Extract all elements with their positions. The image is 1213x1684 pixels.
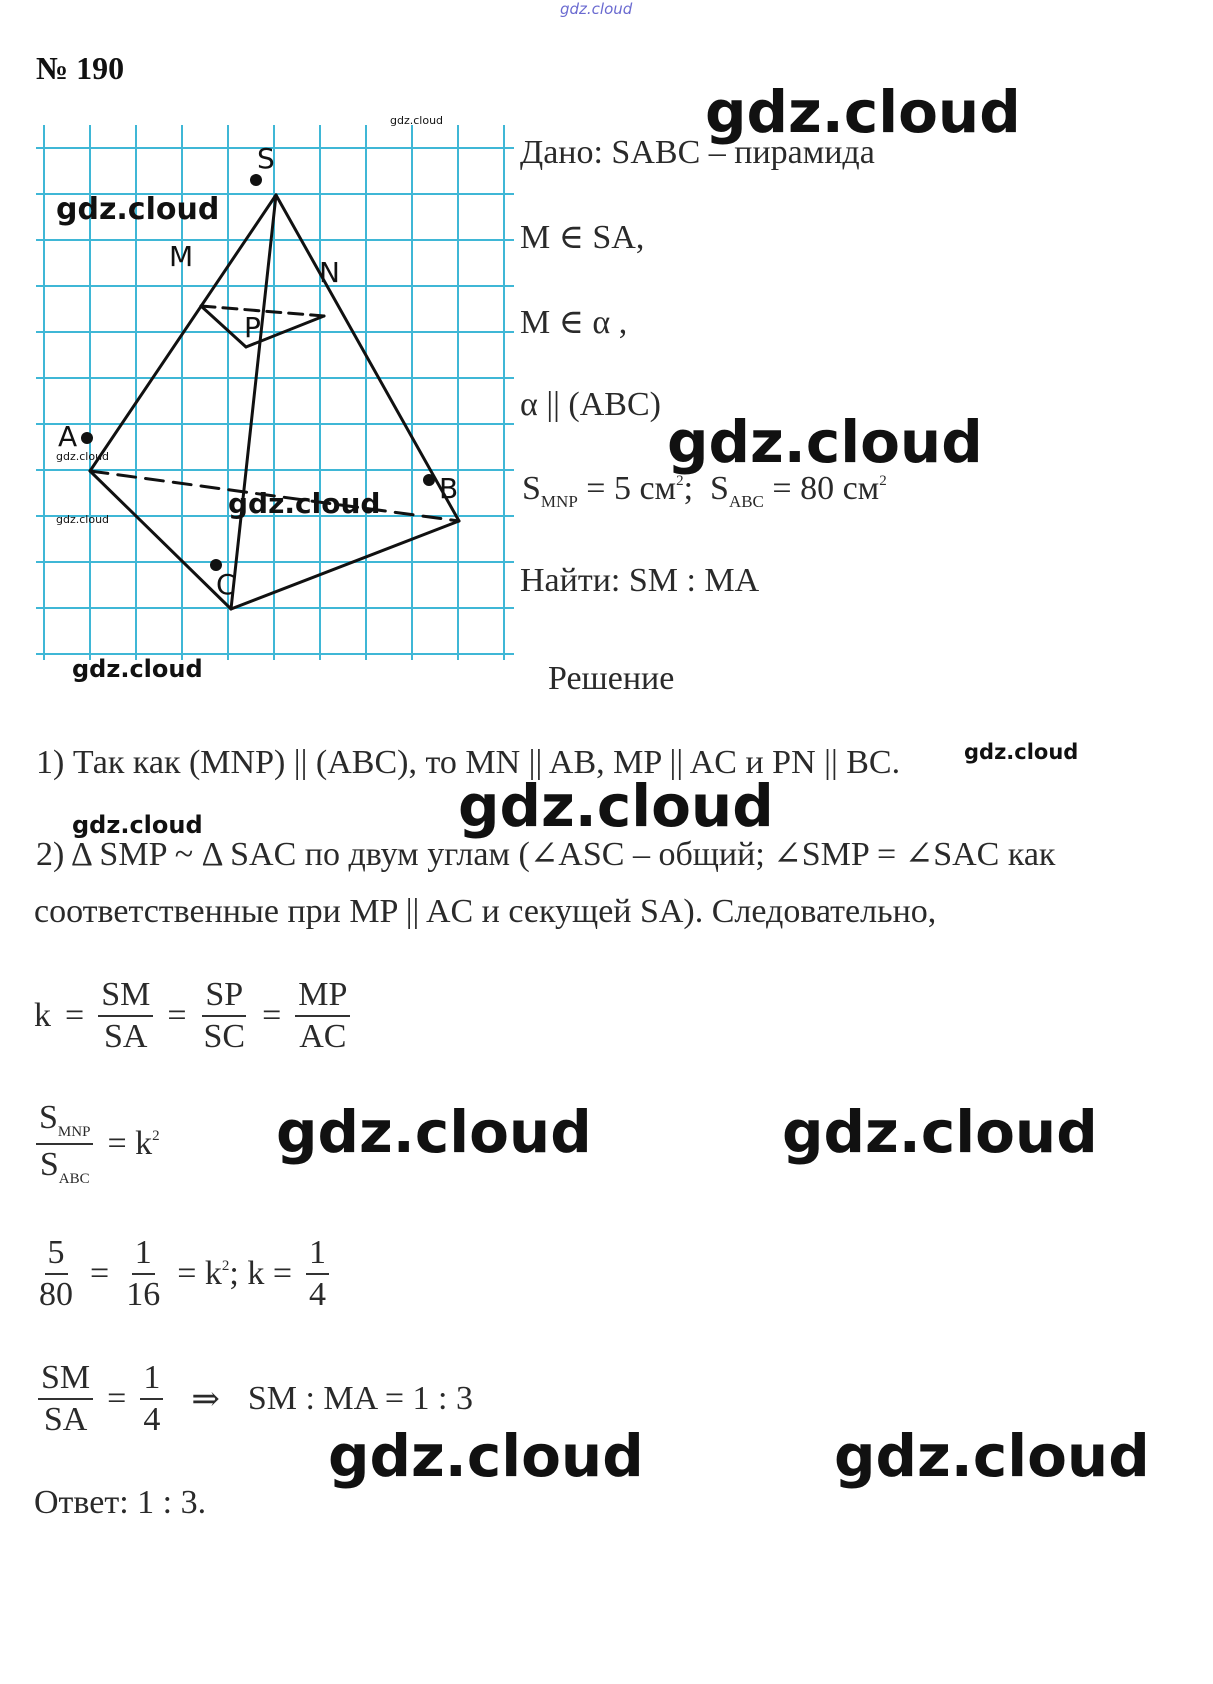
find-line: Найти: SM : MA [520,562,760,599]
label-A: A [58,420,78,453]
edge-SC [231,195,276,609]
label-C: C [216,568,236,601]
solution-heading: Решение [548,660,675,697]
similarity-ratio-equation: k = $\frac{SM}{SA}$ = $\frac{SP}{SC}$ = $\frac{MP}{AC}$ [34,977,350,1054]
label-M: M [169,240,194,273]
watermark: gdz.cloud [964,740,1079,764]
watermark: gdz.cloud [834,1422,1150,1490]
watermark: gdz.cloud [782,1098,1098,1166]
watermark: gdz.cloud [72,655,203,683]
problem-number: № 190 [36,50,125,86]
edge-AC [90,471,231,609]
step-2-line-2: соответственные при MP || AC и секущей SA). Следовательно, [34,893,937,930]
edge-SB [276,195,459,521]
watermark: gdz.cloud [276,1098,592,1166]
watermark: gdz.cloud [667,408,983,476]
watermark: gdz.cloud [56,192,220,227]
watermark: gdz.cloud [56,450,110,463]
label-N: N [319,256,340,289]
watermark: gdz.cloud [56,513,110,526]
edge-MP [201,306,246,347]
watermark: gdz.cloud [72,811,203,839]
edge-CB [231,521,459,609]
top-watermark: gdz.cloud [560,0,633,18]
area-ratio-equation: $\frac{S_{MNP}}{S_{ABC}}$ = $k^2$ [36,1100,160,1188]
given-line-3: M ∈ α , [520,304,628,341]
given-line-2: M ∈ SA, [520,219,645,256]
value-equation: $\frac{5}{80}$ = $\frac{1}{16}$ = $k^2$; k = $\frac{1}{4}$ [36,1235,329,1312]
watermark: gdz.cloud [705,78,1021,146]
label-B: B [439,472,459,505]
step-2-line-1: 2) Δ SMP ~ Δ SAC по двум углам (∠ASC – общий; ∠SMP = ∠SAC как [36,836,1056,873]
given-line-4: α || (ABC) [520,386,661,423]
watermark: gdz.cloud [458,772,774,840]
label-P: P [244,311,261,344]
final-equation: $\frac{SM}{SA}$ = $\frac{1}{4}$ ⇒ SM : MA = 1 : 3 [38,1360,473,1437]
answer-line: Ответ: 1 : 3. [34,1484,207,1521]
label-S: S [257,142,275,175]
watermark: gdz.cloud [328,1422,644,1490]
given-areas: $S_{MNP} = 5$ $см^2$; $S_{ABC} = 80$ $см^2$ [522,470,887,511]
step-1: 1) Так как (MNP) || (ABC), то MN || AB, MP || AC и PN || BC. [36,744,901,781]
watermark: gdz.cloud [390,114,444,127]
watermark: gdz.cloud [228,487,381,520]
given-line-1: Дано: SABC – пирамида [520,134,875,171]
